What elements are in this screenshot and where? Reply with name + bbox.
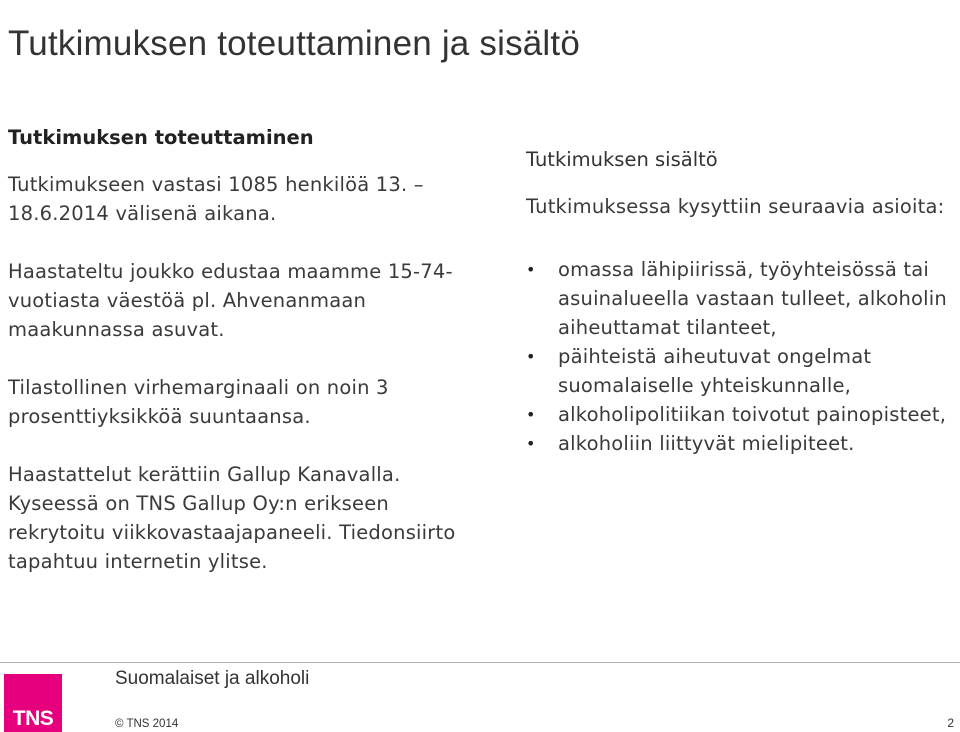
respondents-paragraph: Tutkimukseen vastasi 1085 henkilöä 13. – 18.6.2014 välisenä aikana. [8, 173, 424, 225]
copyright-text: © TNS 2014 [115, 718, 179, 730]
list-item-text: alkoholipolitiikan toivotut painopisteet, [558, 403, 947, 426]
tns-logo [4, 674, 62, 732]
list-item-text: omassa lähipiirissä, työyhteisössä tai asuinalueella vastaan tulleet, alkoholin aiheuttamat tilanteet, [558, 258, 947, 339]
content-section [526, 145, 956, 458]
list-item [526, 400, 956, 429]
sample-paragraph: Haastateltu joukko edustaa maamme 15-74-vuotiasta väestöä pl. Ahvenanmaan maakunnassa asuvat. [8, 260, 453, 341]
list-item [526, 342, 956, 400]
bullet-icon: • [526, 434, 536, 453]
topics-list [526, 255, 956, 458]
bullet-icon: • [526, 260, 536, 279]
footer-title: Suomalaiset ja alkoholi [115, 668, 310, 689]
tns-logo-text: TNS [12, 707, 54, 730]
bullet-icon: • [526, 405, 536, 424]
content-intro: Tutkimuksessa kysyttiin seuraavia asioita: [526, 195, 945, 218]
data-collection-paragraph: Haastattelut kerättiin Gallup Kanavalla. Kyseessä on TNS Gallup Oy:n erikseen rekrytoitu viikkovastaajapaneeli. Tiedonsiirto tapahtuu internetin ylitse. [8, 463, 456, 573]
page-title: Tutkimuksen toteuttaminen ja sisältö [8, 24, 581, 63]
implementation-heading: Tutkimuksen toteuttaminen [8, 126, 314, 149]
footer-divider [0, 662, 960, 663]
implementation-section [8, 123, 488, 576]
page-number: 2 [947, 716, 954, 730]
list-item [526, 255, 956, 342]
list-item [526, 429, 956, 458]
content-heading: Tutkimuksen sisältö [526, 148, 718, 171]
margin-of-error-paragraph: Tilastollinen virhemarginaali on noin 3 prosenttiyksikköä suuntaansa. [8, 376, 389, 428]
list-item-text: alkoholiin liittyvät mielipiteet. [558, 432, 855, 455]
list-item-text: päihteistä aiheutuvat ongelmat suomalaiselle yhteiskunnalle, [558, 345, 872, 397]
bullet-icon: • [526, 347, 536, 366]
